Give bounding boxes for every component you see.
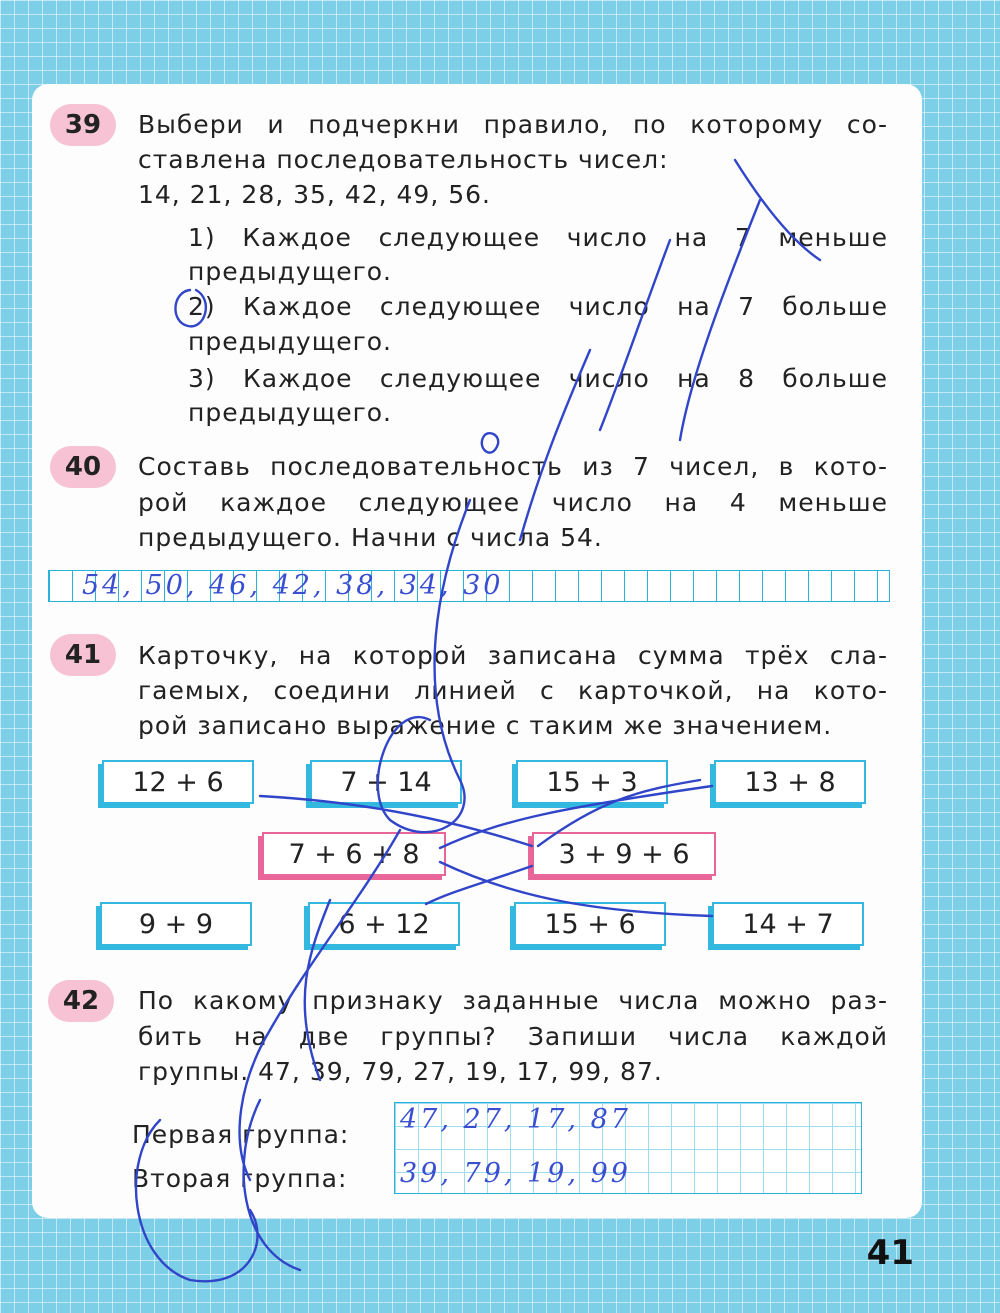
expression-card[interactable]: 13 + 8 xyxy=(714,760,866,804)
option-circle xyxy=(175,290,205,326)
option-2[interactable]: 2) Каждое следующее число на 7 больше xyxy=(188,292,888,321)
task-text: гаемых, соедини линией с карточкой, на кото- xyxy=(138,676,888,705)
expression-card[interactable]: 12 + 6 xyxy=(102,760,254,804)
connection-line xyxy=(538,780,700,846)
expression-card[interactable]: 6 + 12 xyxy=(308,902,460,946)
expression-card[interactable]: 14 + 7 xyxy=(712,902,864,946)
task-text: предыдущего. Начни с числа 54. xyxy=(138,523,603,552)
expression-card[interactable]: 7 + 14 xyxy=(310,760,462,804)
expression-card[interactable]: 9 + 9 xyxy=(100,902,252,946)
group-2-label: Вторая группа: xyxy=(132,1164,348,1193)
three-addend-card[interactable]: 7 + 6 + 8 xyxy=(262,832,446,876)
option-2-cont: предыдущего. xyxy=(188,327,393,356)
option-3-cont: предыдущего. xyxy=(188,398,393,427)
expression-card[interactable]: 15 + 3 xyxy=(516,760,668,804)
group-2-answer: 39, 79, 19, 99 xyxy=(400,1158,631,1189)
task-text: ставлена последовательность чисел: xyxy=(138,145,669,174)
task-text: бить на две группы? Запиши числа каждой xyxy=(138,1022,888,1051)
expression-card[interactable]: 15 + 6 xyxy=(514,902,666,946)
group-1-label: Первая группа: xyxy=(132,1120,350,1149)
option-1-cont: предыдущего. xyxy=(188,257,393,286)
task-text: группы. 47, 39, 79, 27, 19, 17, 99, 87. xyxy=(138,1057,663,1086)
task-number-badge: 41 xyxy=(50,634,116,676)
task-number-badge: 39 xyxy=(50,104,116,146)
task-text: По какому признаку заданные числа можно раз- xyxy=(138,986,888,1015)
connection-line xyxy=(440,862,712,916)
option-3[interactable]: 3) Каждое следующее число на 8 больше xyxy=(188,364,888,393)
task-number-badge: 42 xyxy=(48,980,114,1022)
task-number-badge: 40 xyxy=(50,446,116,488)
option-1[interactable]: 1) Каждое следующее число на 7 меньше xyxy=(188,223,888,252)
connection-line xyxy=(440,786,712,848)
task-text: Составь последовательность из 7 чисел, в кото- xyxy=(138,452,888,481)
task-text: рой каждое следующее число на 4 меньше xyxy=(138,488,888,517)
handwritten-answer: 54, 50, 46, 42, 38, 34, 30 xyxy=(82,570,504,601)
group-1-answer: 47, 27, 17, 87 xyxy=(400,1104,631,1135)
connection-line xyxy=(426,866,532,904)
task-text: Выбери и подчеркни правило, по которому со- xyxy=(138,110,888,139)
task-text: рой записано выражение с таким же значением. xyxy=(138,711,833,740)
number-sequence: 14, 21, 28, 35, 42, 49, 56. xyxy=(138,180,491,209)
page-number: 41 xyxy=(866,1233,914,1273)
task-text: Карточку, на которой записана сумма трёх сла- xyxy=(138,641,888,670)
three-addend-card[interactable]: 3 + 9 + 6 xyxy=(532,832,716,876)
scribble xyxy=(136,160,820,1281)
